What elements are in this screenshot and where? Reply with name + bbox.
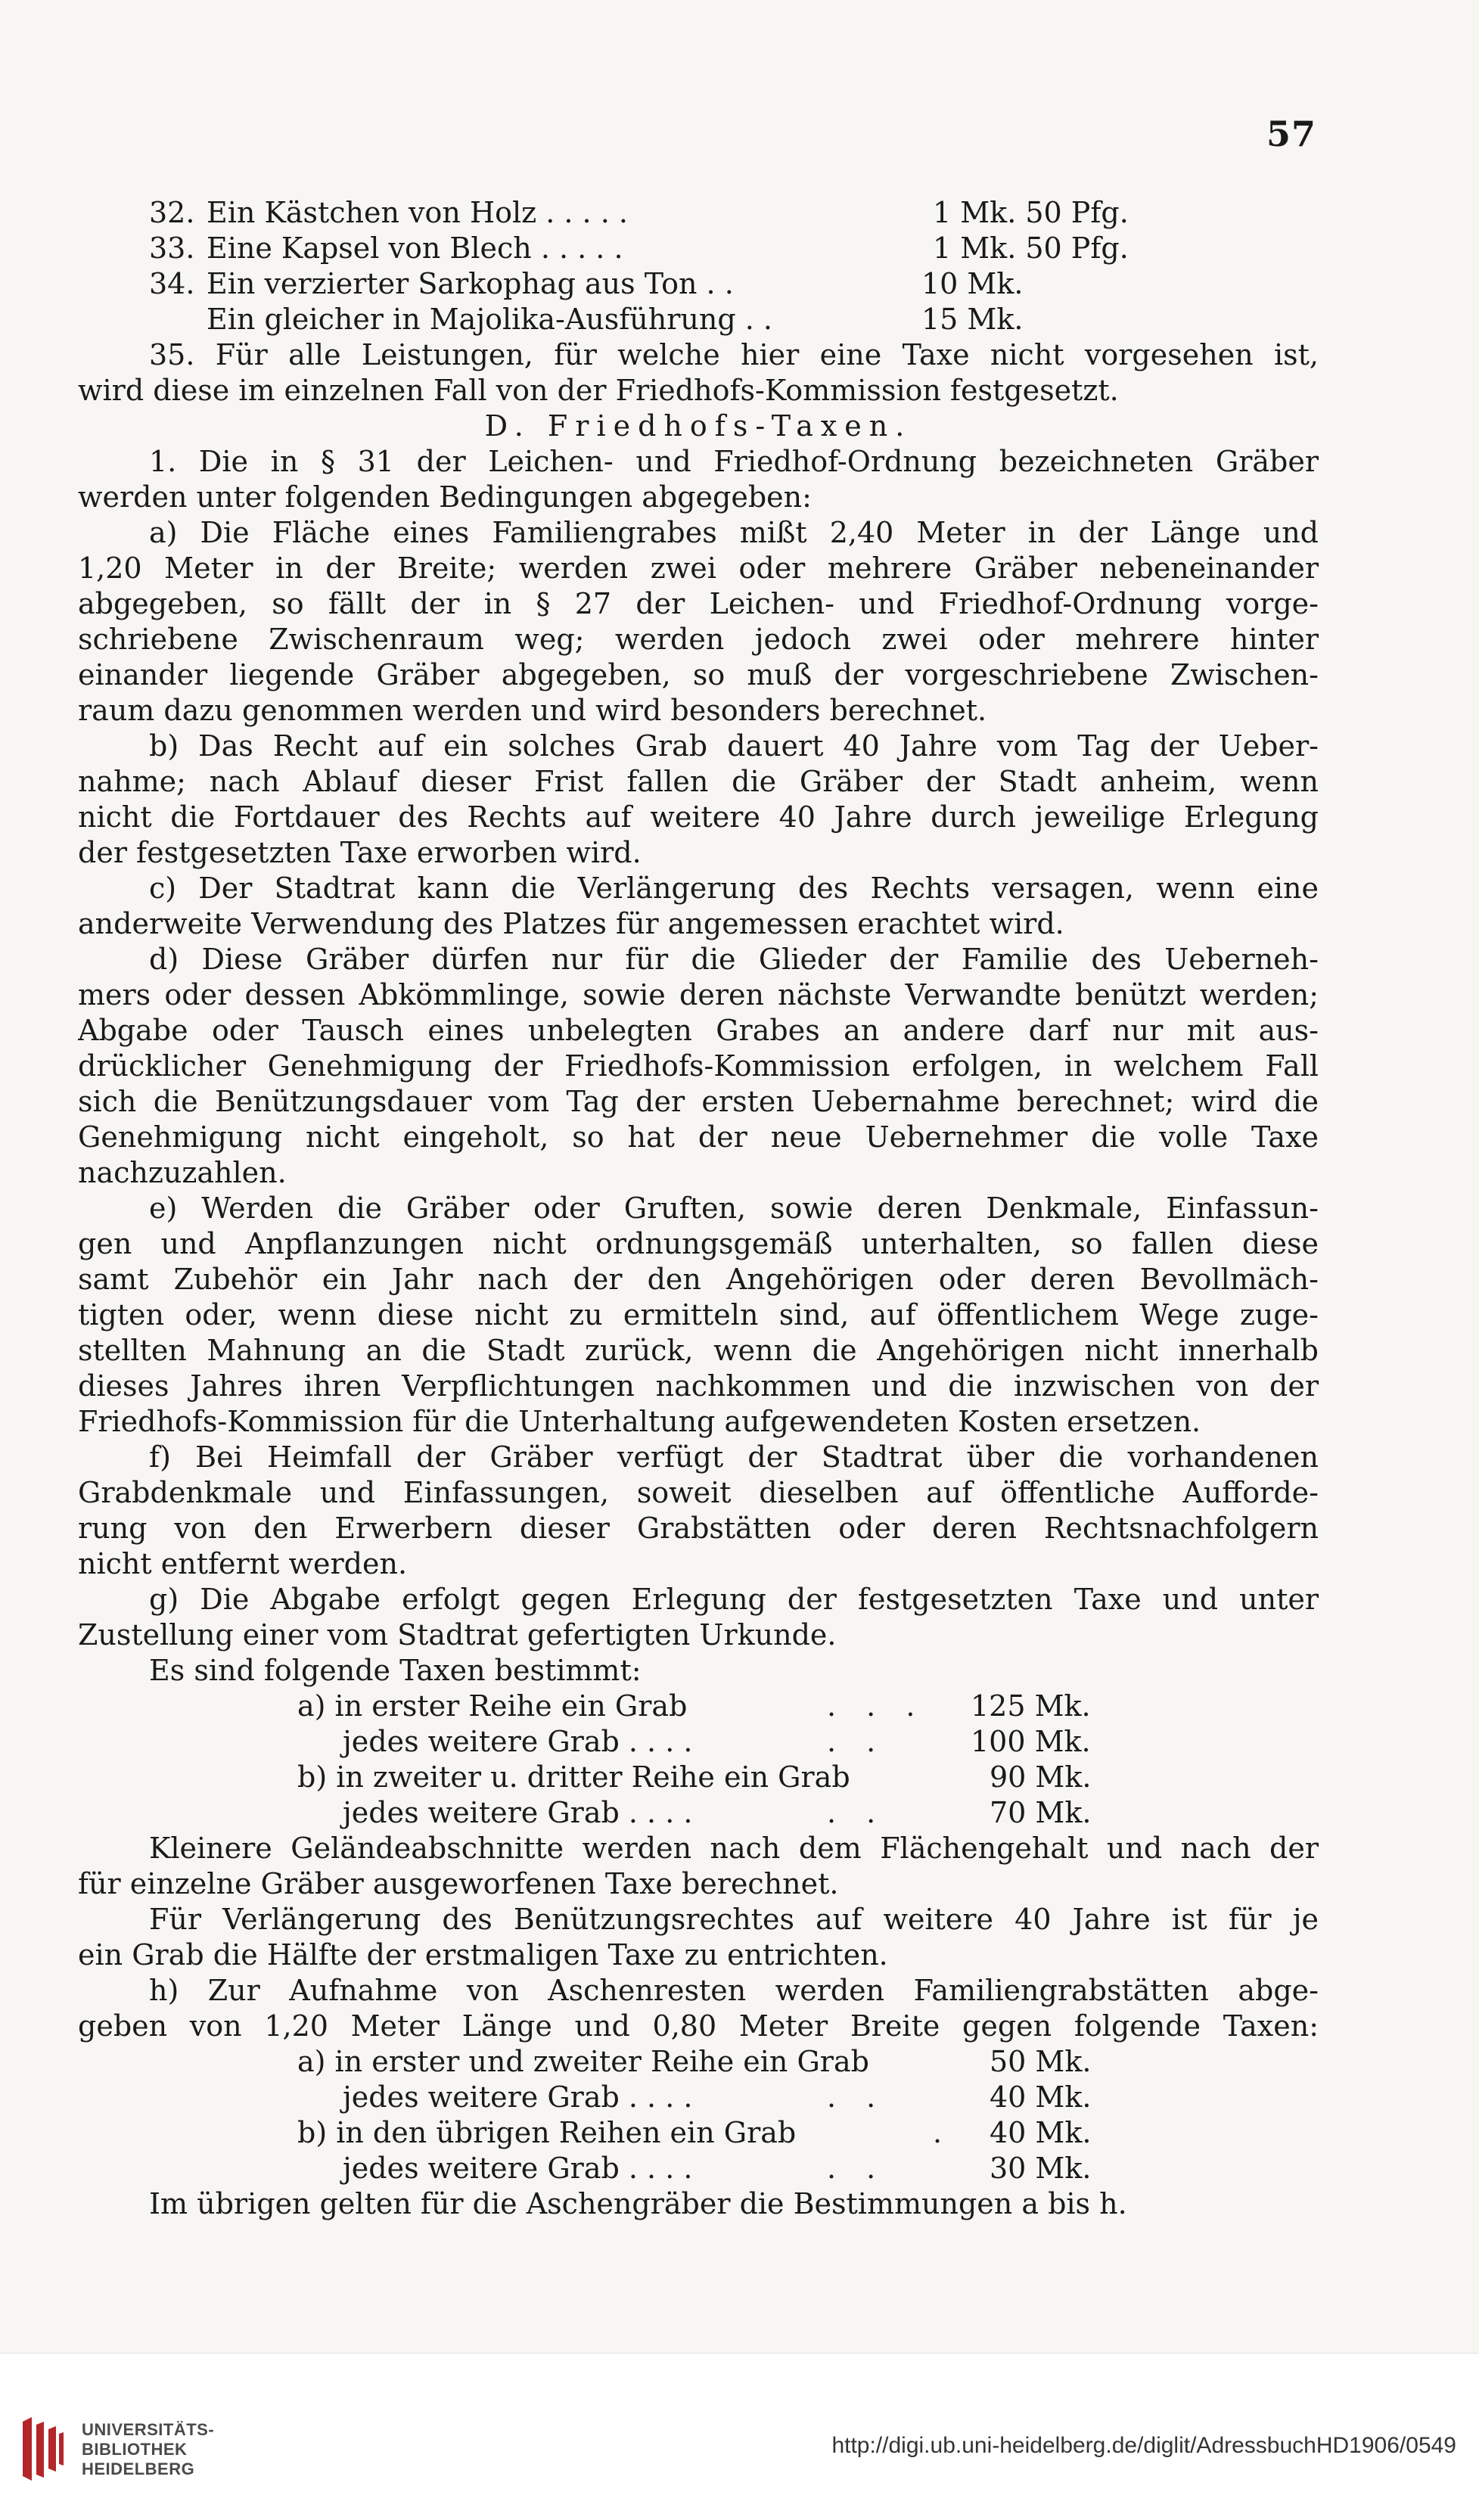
paragraph-line: anderweite Verwendung des Platzes für angemessen erachtet wird.: [78, 907, 1064, 940]
tax-row-amount: 30 Mk.: [990, 2152, 1092, 2185]
tax-row-label: a) in erster Reihe ein Grab: [297, 1689, 688, 1723]
paragraph-line: samt Zubehör ein Jahr nach der den Angehörigen oder deren Bevollmäch-: [78, 1263, 1319, 1296]
tax-row-amount: 100 Mk.: [971, 1725, 1091, 1758]
page-number: 57: [1266, 113, 1316, 154]
paragraph-line: f) Bei Heimfall der Gräber verfügt der Stadtrat über die vorhandenen: [149, 1440, 1319, 1474]
tariff-item-number: 33.: [149, 231, 195, 265]
tariff-item: [78, 195, 1319, 231]
paragraph-line: für einzelne Gräber ausgeworfenen Taxe berechnet.: [78, 1867, 839, 1900]
paragraph-line: nachzuzahlen.: [78, 1156, 287, 1189]
tax-row-dots: . .: [827, 1796, 887, 1829]
tariff-item-amount: 1 Mk. 50 Pfg.: [933, 196, 1129, 229]
paragraph-line: tigten oder, wenn diese nicht zu ermitteln sind, auf öffentlichem Wege zuge-: [78, 1298, 1319, 1331]
closing-line: Im übrigen gelten für die Aschengräber die Bestimmungen a bis h.: [149, 2187, 1127, 2220]
paragraph-line: 1. Die in § 31 der Leichen- und Friedhof-Ordnung bezeichneten Gräber: [149, 445, 1319, 478]
tariff-item-amount: 10 Mk.: [921, 267, 1024, 300]
paragraph-line: 35. Für alle Leistungen, für welche hier eine Taxe nicht vorgesehen ist,: [149, 338, 1319, 371]
tax-row-label: jedes weitere Grab . . . .: [343, 1725, 693, 1758]
tariff-item-number: 32.: [149, 196, 195, 229]
tax-row-amount: 40 Mk.: [990, 2116, 1092, 2149]
tax-row-amount: 125 Mk.: [971, 1689, 1091, 1723]
tax-row: [78, 2080, 1319, 2115]
paragraph-line: Es sind folgende Taxen bestimmt:: [149, 1654, 642, 1687]
paragraph-line: sich die Benützungsdauer vom Tag der ersten Uebernahme berechnet; wird die: [78, 1085, 1319, 1118]
paragraph-line: werden unter folgenden Bedingungen abgegeben:: [78, 480, 812, 514]
tax-row: [78, 1795, 1319, 1831]
tax-row: [78, 2115, 1319, 2151]
library-name-line: BIBLIOTHEK: [82, 2440, 188, 2459]
tax-row-amount: 50 Mk.: [990, 2045, 1092, 2078]
tariff-item-amount: 1 Mk. 50 Pfg.: [933, 231, 1129, 265]
tariff-item-number: 34.: [149, 267, 195, 300]
tariff-item-amount: 15 Mk.: [921, 303, 1024, 336]
tax-row-label: a) in erster und zweiter Reihe ein Grab: [297, 2045, 869, 2078]
tax-row: [78, 2044, 1319, 2080]
library-name-line: HEIDELBERG: [82, 2459, 195, 2478]
tariff-item-label: Ein verzierter Sarkophag aus Ton . .: [207, 267, 734, 300]
paragraph-line: dieses Jahres ihren Verpflichtungen nachkommen und die inzwischen von der: [78, 1369, 1319, 1403]
paragraph-line: mers oder dessen Abkömmlinge, sowie deren nächste Verwandte benützt werden;: [78, 978, 1319, 1011]
tariff-item-label: Ein Kästchen von Holz . . . . .: [207, 196, 628, 229]
paragraph-line: Abgabe oder Tausch eines unbelegten Grabes an andere darf nur mit aus-: [78, 1014, 1319, 1047]
tax-row: [78, 2151, 1319, 2186]
viewer-footer: [0, 2353, 1479, 2520]
tax-row-label: b) in den übrigen Reihen ein Grab: [297, 2116, 797, 2149]
paragraph-line: nahme; nach Ablauf dieser Frist fallen die Gräber der Stadt anheim, wenn: [78, 765, 1319, 798]
paragraph-line: gen und Anpflanzungen nicht ordnungsgemäß unterhalten, so fallen diese: [78, 1227, 1319, 1260]
paragraph-line: drücklicher Genehmigung der Friedhofs-Kommission erfolgen, in welchem Fall: [78, 1049, 1319, 1083]
page-text: [78, 195, 1319, 2222]
tax-row-dots: . . .: [827, 1689, 926, 1723]
tax-row-label: jedes weitere Grab . . . .: [343, 2080, 693, 2114]
paragraph-line: stellten Mahnung an die Stadt zurück, wenn die Angehörigen nicht innerhalb: [78, 1334, 1319, 1367]
library-name: [82, 2420, 214, 2479]
tariff-item-label: Eine Kapsel von Blech . . . . .: [207, 231, 623, 265]
tax-row: [78, 1760, 1319, 1795]
tariff-item: [78, 231, 1319, 266]
tariff-item-label: Ein gleicher in Majolika-Ausführung . .: [207, 303, 772, 336]
paragraph-line: wird diese im einzelnen Fall von der Friedhofs-Kommission festgesetzt.: [78, 374, 1119, 407]
paragraph-line: Grabdenkmale und Einfassungen, soweit dieselben auf öffentliche Aufforde-: [78, 1476, 1319, 1509]
paragraph-line: g) Die Abgabe erfolgt gegen Erlegung der festgesetzten Taxe und unter: [149, 1583, 1319, 1616]
paragraph-line: schriebene Zwischenraum weg; werden jedoch zwei oder mehrere hinter: [78, 623, 1319, 656]
paragraph-line: raum dazu genommen werden und wird besonders berechnet.: [78, 694, 987, 727]
tariff-item: [78, 302, 1319, 337]
tax-row-label: b) in zweiter u. dritter Reihe ein Grab: [297, 1760, 850, 1794]
tax-row-amount: 90 Mk.: [990, 1760, 1092, 1794]
paragraph-line: ein Grab die Hälfte der erstmaligen Taxe zu entrichten.: [78, 1938, 888, 1972]
paragraph-line: Friedhofs-Kommission für die Unterhaltung aufgewendeten Kosten ersetzen.: [78, 1405, 1201, 1438]
source-url-link[interactable]: http://digi.ub.uni-heidelberg.de/diglit/AdressbuchHD1906/0549: [831, 2433, 1456, 2458]
tax-row: [78, 1689, 1319, 1724]
paragraph-line: nicht entfernt werden.: [78, 1547, 408, 1580]
paragraph-line: b) Das Recht auf ein solches Grab dauert 40 Jahre vom Tag der Ueber-: [149, 729, 1319, 763]
paragraph-line: a) Die Fläche eines Familiengrabes mißt 2,40 Meter in der Länge und: [149, 516, 1319, 549]
paragraph-line: e) Werden die Gräber oder Gruften, sowie deren Denkmale, Einfassun-: [149, 1192, 1319, 1225]
paragraph-line: der festgesetzten Taxe erworben wird.: [78, 836, 642, 869]
paragraph-line: c) Der Stadtrat kann die Verlängerung des Rechts versagen, wenn eine: [149, 872, 1319, 905]
tax-row-dots: . .: [827, 2152, 887, 2185]
tax-row-label: jedes weitere Grab . . . .: [343, 1796, 693, 1829]
paragraph-line: rung von den Erwerbern dieser Grabstätten oder deren Rechtsnachfolgern: [78, 1512, 1319, 1545]
paragraph-line: einander liegende Gräber abgegeben, so muß der vorgeschriebene Zwischen-: [78, 658, 1319, 691]
paragraph-line: 1,20 Meter in der Breite; werden zwei oder mehrere Gräber nebeneinander: [78, 552, 1319, 585]
tax-row-amount: 40 Mk.: [990, 2080, 1092, 2114]
tax-row-amount: 70 Mk.: [990, 1796, 1092, 1829]
tax-row-dots: . .: [827, 1725, 887, 1758]
library-name-line: UNIVERSITÄTS-: [82, 2420, 215, 2439]
paragraph-line: h) Zur Aufnahme von Aschenresten werden Familiengrabstätten abge-: [149, 1974, 1319, 2007]
paragraph-line: Genehmigung nicht eingeholt, so hat der neue Uebernehmer die volle Taxe: [78, 1120, 1319, 1154]
section-heading: D. Friedhofs-Taxen.: [484, 409, 912, 443]
university-library-logo-icon: [17, 2414, 65, 2484]
tax-row-dots: .: [933, 2116, 953, 2149]
paragraph-line: Kleinere Geländeabschnitte werden nach dem Flächengehalt und nach der: [149, 1832, 1319, 1865]
paragraph-line: Zustellung einer vom Stadtrat gefertigten Urkunde.: [78, 1618, 837, 1652]
paragraph-line: Für Verlängerung des Benützungsrechtes auf weitere 40 Jahre ist für je: [149, 1903, 1319, 1936]
paragraph-line: abgegeben, so fällt der in § 27 der Leichen- und Friedhof-Ordnung vorge-: [78, 587, 1319, 620]
paragraph-line: d) Diese Gräber dürfen nur für die Glieder der Familie des Ueberneh-: [149, 943, 1319, 976]
paragraph-line: geben von 1,20 Meter Länge und 0,80 Meter Breite gegen folgende Taxen:: [78, 2009, 1319, 2043]
tax-row-label: jedes weitere Grab . . . .: [343, 2152, 693, 2185]
paragraph-line: nicht die Fortdauer des Rechts auf weitere 40 Jahre durch jeweilige Erlegung: [78, 800, 1319, 834]
tax-row: [78, 1724, 1319, 1760]
tax-row-dots: . .: [827, 2080, 887, 2114]
tariff-item: [78, 266, 1319, 302]
